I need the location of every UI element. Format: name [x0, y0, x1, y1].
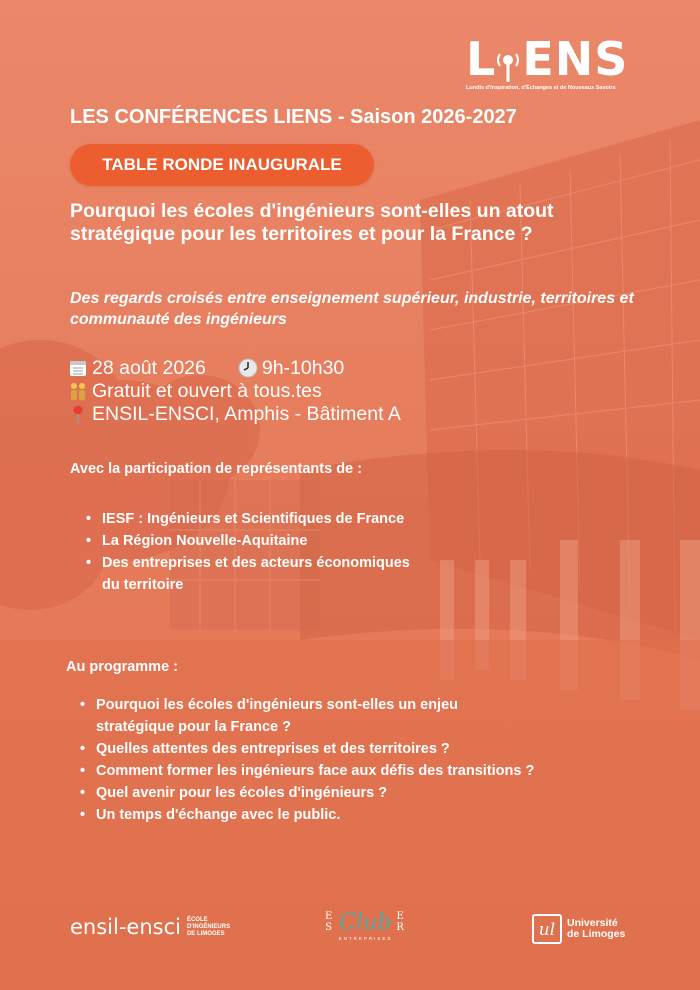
series-title: LES CONFÉRENCES LIENS - Saison 2026-2027 [70, 106, 517, 128]
calendar-icon [68, 358, 88, 378]
liens-logo [466, 32, 629, 91]
list-item: • IESF : Ingénieurs et Scientifiques de France [82, 508, 412, 530]
event-date: 28 août 2026 [92, 356, 206, 379]
liens-logo-wordmark: L ENS [466, 32, 629, 86]
participants-label: Avec la participation de représentants de : [70, 461, 362, 477]
ensil-ensci-logo [70, 915, 230, 939]
list-item: • Des entreprises et des acteurs économiques du territoire [82, 552, 412, 596]
info-row-location [68, 402, 401, 425]
ensil-line2: D'INGÉNIEURS [186, 923, 231, 930]
event-access: Gratuit et ouvert à tous.tes [92, 379, 322, 402]
ensil-ensci-name: ensil-ensci [70, 915, 181, 939]
participants-list [82, 508, 412, 596]
universite-limoges-logo [532, 914, 625, 944]
univ-mark-icon: ul [532, 914, 562, 944]
event-info [68, 356, 401, 425]
club-letters-right: E R [396, 911, 406, 933]
event-title: Pourquoi les écoles d'ingénieurs sont-elles un atout stratégique pour les territoires et pour la France ? [70, 200, 554, 245]
list-item: • Un temps d'échange avec le public. [76, 804, 536, 826]
event-location: ENSIL-ENSCI, Amphis - Bâtiment A [92, 402, 401, 425]
club-subtitle: ENTREPRISES [338, 936, 393, 941]
program-list [76, 694, 536, 826]
people-icon [68, 381, 88, 401]
club-word: Club [339, 909, 392, 935]
list-item: • Quelles attentes des entreprises et des territoires ? [76, 738, 536, 760]
univ-line2: de Limoges [567, 928, 626, 940]
univ-line1: Université [567, 917, 618, 929]
ensil-line1: ÉCOLE [186, 916, 208, 923]
event-type-badge: TABLE RONDE INAUGURALE [70, 144, 374, 186]
ensil-line3: DE LIMOGES [186, 930, 225, 937]
list-item: • Pourquoi les écoles d'ingénieurs sont-elles un enjeu stratégique pour la France ? [76, 694, 536, 738]
microphone-icon [496, 44, 520, 82]
info-row-datetime [68, 356, 401, 379]
list-item: • La Région Nouvelle-Aquitaine [82, 530, 412, 552]
event-time: 9h-10h30 [261, 356, 345, 379]
club-letters-left: E S [324, 911, 335, 933]
info-row-access [68, 379, 401, 402]
esper-club-logo [323, 908, 408, 941]
list-item: • Quel avenir pour les écoles d'ingénieurs ? [76, 782, 536, 804]
program-label: Au programme : [66, 659, 178, 675]
logo-name: ENS [522, 32, 629, 86]
event-subtitle: Des regards croisés entre enseignement supérieur, industrie, territoires et communauté des ingénieurs [70, 290, 634, 328]
clock-icon [238, 358, 258, 378]
pin-icon [68, 404, 88, 424]
logo-tagline: Lundis d'Inspiration, d'Échanges et de Nouveaux Savoirs [466, 85, 616, 91]
list-item: • Comment former les ingénieurs face aux défis des transitions ? [76, 760, 536, 782]
